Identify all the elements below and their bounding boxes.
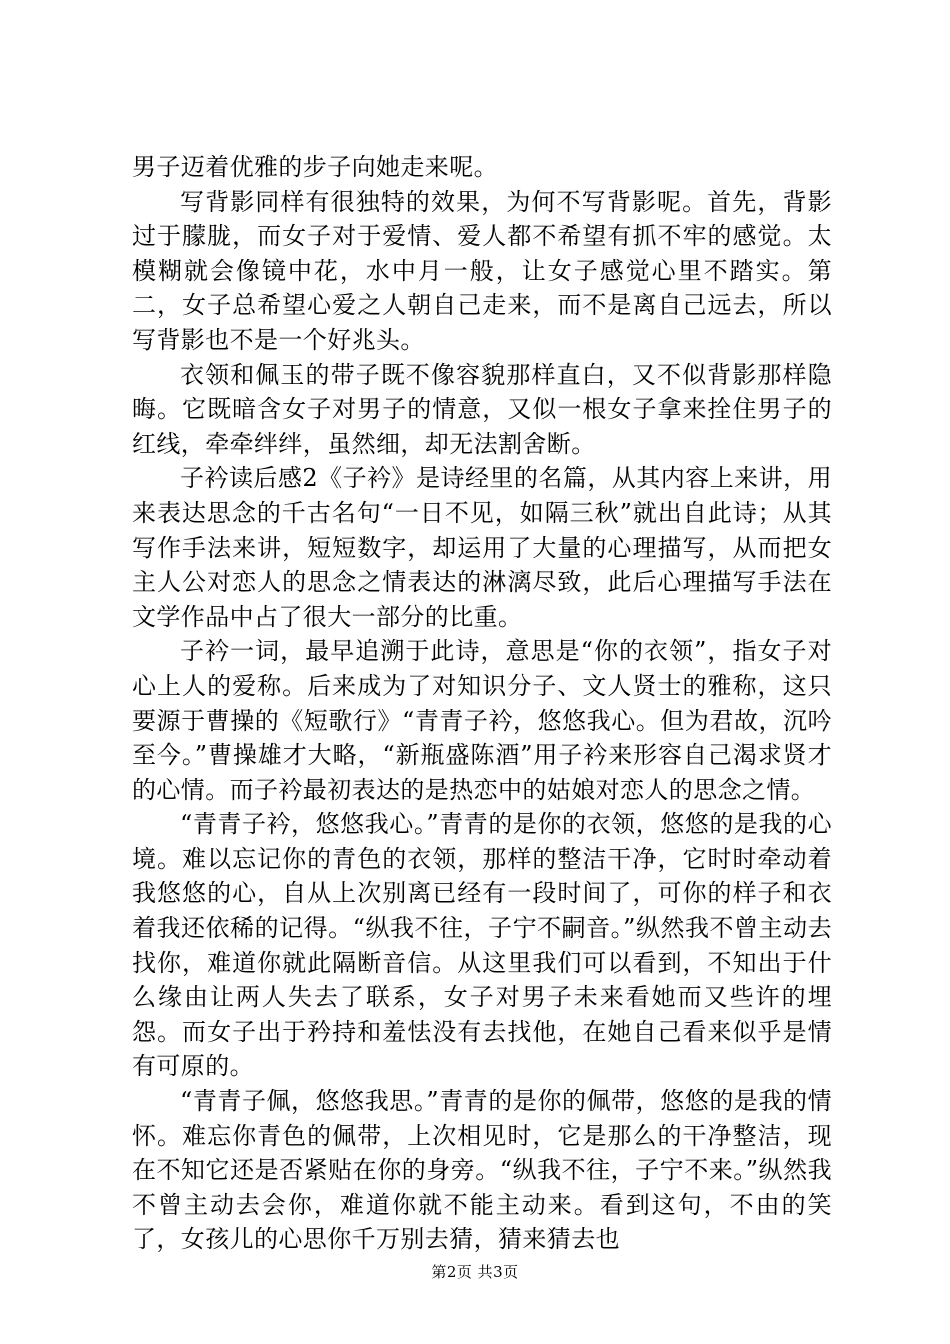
paragraph: 衣领和佩玉的带子既不像容貌那样直白，又不似背影那样隐晦。它既暗含女子对男子的情意，又似一根女子拿来拴住男子的红线，牵牵绊绊，虽然细，却无法割舍断。 xyxy=(132,360,832,458)
paragraph: “青青子衿，悠悠我心。”青青的是你的衣领，悠悠的是我的心境。难以忘记你的青色的衣领，那样的整洁干净，它时时牵动着我悠悠的心，自从上次别离已经有一段时间了，可你的样子和衣着我还依稀的记得。“纵我不往，子宁不嗣音。”纵然我不曾主动去找你，难道你就此隔断音信。从这里我们可以看到，不知出于什么缘由让两人失去了联系，女子对男子未来看她而又些许的埋怨。而女子出于矜持和羞怯没有去找他，在她自己看来似乎是情有可原的。 xyxy=(132,810,832,1081)
page-number-footer: 第2页 共3页 xyxy=(431,1263,519,1281)
paragraph: 子衿读后感2《子衿》是诗经里的名篇，从其内容上来讲，用来表达思念的千古名句“一日不见，如隔三秋”就出自此诗；从其写作手法来讲，短短数字，却运用了大量的心理描写，从而把女主人公对恋人的思念之情表达的淋漓尽致，此后心理描写手法在文学作品中占了很大一部分的比重。 xyxy=(132,464,832,631)
paragraph: 写背影同样有很独特的效果，为何不写背影呢。首先，背影过于朦胧，而女子对于爱情、爱人都不希望有抓不牢的感觉。太模糊就会像镜中花，水中月一般，让女子感觉心里不踏实。第二，女子总希望心爱之人朝自己走来，而不是离自己远去，所以写背影也不是一个好兆头。 xyxy=(132,187,832,354)
document-body xyxy=(132,150,832,1257)
paragraph-continuation: 男子迈着优雅的步子向她走来呢。 xyxy=(132,153,498,181)
paragraph: 子衿一词，最早追溯于此诗，意思是“你的衣领”，指女子对心上人的爱称。后来成为了对知识分子、文人贤士的雅称，这只要源于曹操的《短歌行》“青青子衿，悠悠我心。但为君故，沉吟至今。”曹操雄才大略，“新瓶盛陈酒”用子衿来形容自己渴求贤才的心情。而子衿最初表达的是热恋中的姑娘对恋人的思念之情。 xyxy=(132,637,832,804)
paragraph: “青青子佩，悠悠我思。”青青的是你的佩带，悠悠的是我的情怀。难忘你青色的佩带，上次相见时，它是那么的干净整洁，现在不知它还是否紧贴在你的身旁。“纵我不往，子宁不来。”纵然我不曾主动去会你，难道你就不能主动来。看到这句，不由的笑了，女孩儿的心思你千万别去猜，猜来猜去也 xyxy=(132,1087,832,1254)
